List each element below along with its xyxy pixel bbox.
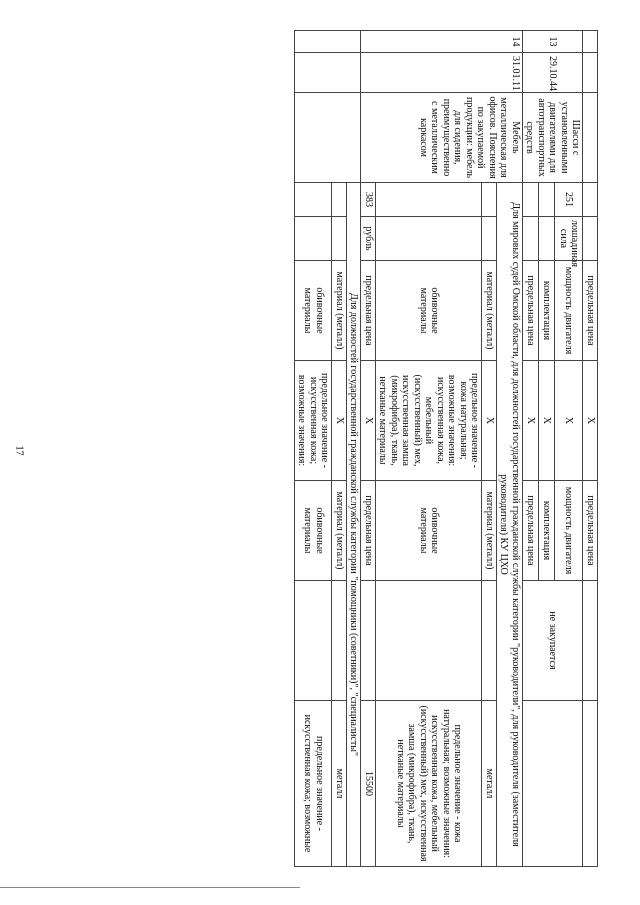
value-cell: предельное значение - искусственная кожа; возможные [295,701,333,867]
characteristic: обивочные материалы [295,261,333,361]
not-purchased: не закупается [523,581,584,701]
characteristic: материал (металл) [332,261,347,361]
rotated-table-sheet [58,30,598,866]
characteristic: обивочные материалы [295,481,333,581]
okpd-code: 29.10.44 [523,53,584,93]
characteristic: мощность двигателя [554,261,583,361]
x-cell: X [538,361,554,481]
characteristic: комплектация [538,261,554,361]
table-row [347,31,362,867]
characteristic: предельная цена [523,481,539,581]
value-cell: предельное значение - кожа натуральная; возможные значения: искусственная кожа, мебельный (искусственный) мех, искусственная замша (микрофибра), ткань, нетканые материалы [376,701,483,867]
row-number: 14 [361,31,523,53]
characteristic: предельная цена [523,261,539,361]
characteristic: материал (металл) [482,261,497,361]
characteristic: предельная цена [361,261,376,361]
characteristic: материал (металл) [332,481,347,581]
characteristic: мощность двигателя [554,481,583,581]
x-cell: X [583,361,598,481]
characteristic: материал (металл) [482,481,497,581]
x-cell: X [332,361,347,481]
x-cell: X [361,361,376,481]
value-cell: 15500 [361,701,376,867]
page-number: 17 [13,445,25,456]
item-name: Шасси с установленными двигателями для автотранспортных средств [523,93,584,183]
value-desc: предельное значение - искусственная кожа; возможные значения: [295,361,333,481]
unit-name: лошадиная сила [554,217,583,261]
characteristic: предельная цена [361,481,376,581]
value-desc: предельное значение - кожа натуральная; возможные значения: искусственная кожа, мебельный (искусственный) мех, искусственная замша (микрофибра), ткань, нетканые материалы [376,361,483,481]
value-cell: металл [482,701,497,867]
x-cell: X [482,361,497,481]
price-cell: предельная цена [583,481,598,581]
category-banner: Для мировых судей Омской области, для должностей государственной гражданской службы категории "руководители", для руководителя (заместителя руководителя) КУ ЦХО [497,183,523,867]
x-cell: X [523,361,539,481]
footer-rule [0,887,300,888]
unit-name: рубль [361,217,376,261]
x-cell: X [554,361,583,481]
price-cell: предельная цена [583,261,598,361]
okei-code: 383 [361,183,376,217]
category-banner: Для должностей государственной гражданской службы категории "помощники (советники)", "специалисты" [347,183,362,867]
table-row [554,31,583,867]
characteristic: комплектация [538,481,554,581]
okei-code: 251 [554,183,583,217]
characteristic: обивочные материалы [376,481,483,581]
table-row [583,31,598,867]
requirements-table [294,30,598,867]
value-cell: металл [332,701,347,867]
item-name: Мебель металлическая для офисов. Пояснения по закупаемой продукции: мебель для сидения, преимущественно с металлическим каркасом [361,93,523,183]
table-row [497,31,523,867]
okpd-code: 31.01.11 [361,53,523,93]
characteristic: обивочные материалы [376,261,483,361]
row-number: 13 [523,31,584,53]
